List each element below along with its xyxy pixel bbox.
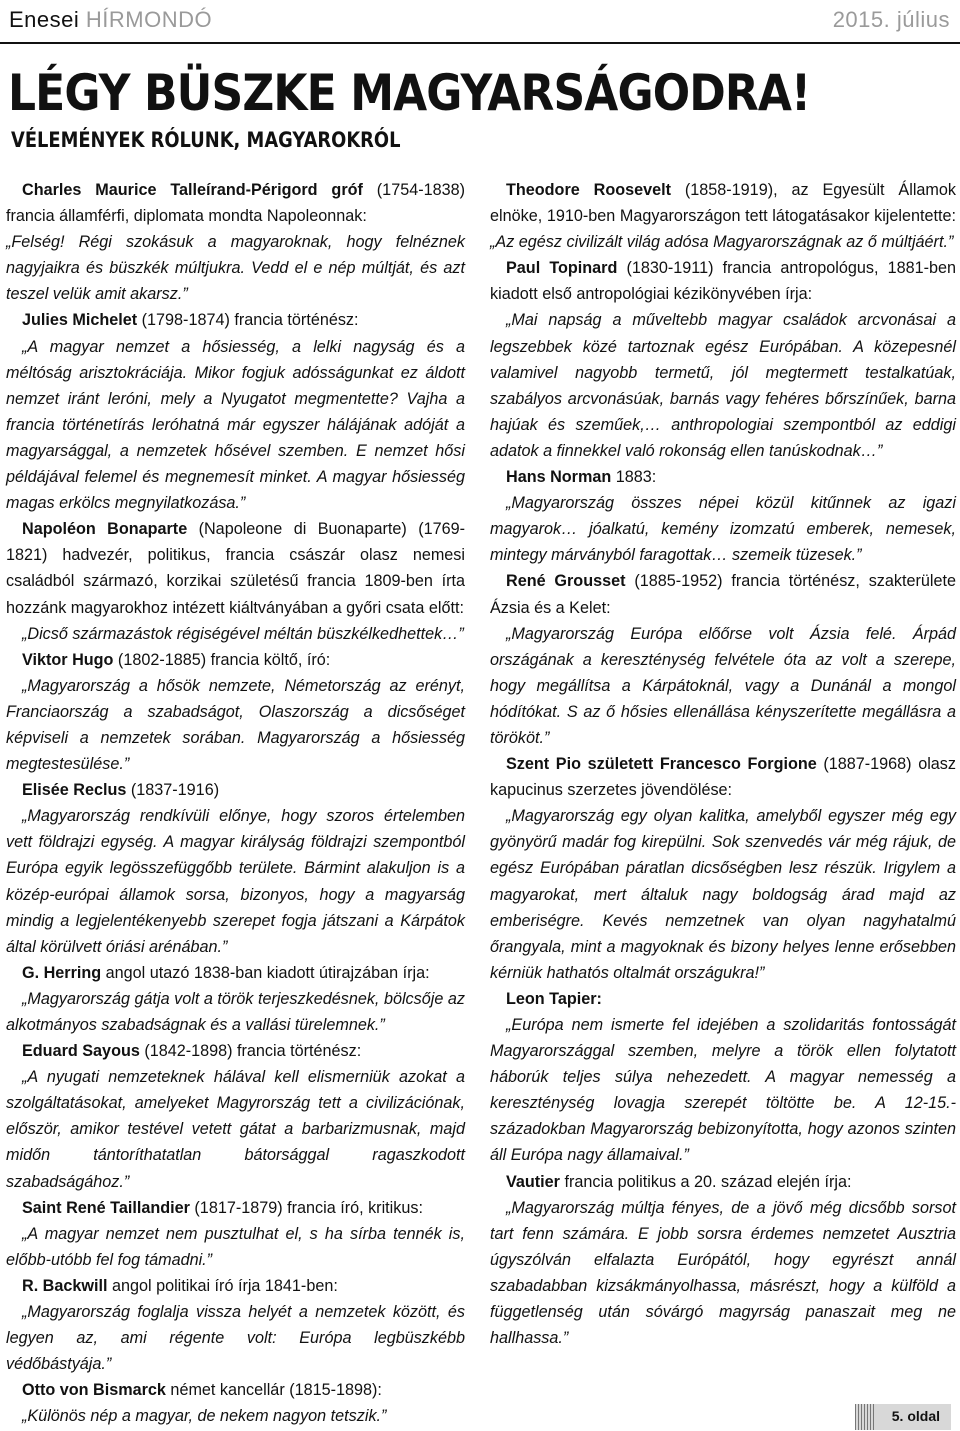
- header-divider: [0, 42, 960, 44]
- person-name: Viktor Hugo: [22, 650, 114, 669]
- quote-reclus: „Magyarország rendkívüli előnye, hogy szoros értelemben vett földrajzi egység. A magyar királyság földrajzi szempontból Európa egyik legösszefüggőbb területe. Bármint alakuljon is a közép-európai államok sorsa, bizonyos, hogy a magyarság mindig a legjelentékenyebb szerepet fogja játszani a Kárpátok által körülvett óriási arénában.”: [6, 807, 465, 956]
- entry-sayous: [6, 1038, 465, 1064]
- person-name: Leon Tapier:: [506, 989, 602, 1008]
- person-intro: (1817-1879) francia író, kritikus:: [189, 1198, 423, 1217]
- person-name: Vautier: [506, 1172, 560, 1191]
- entry-norman: [490, 464, 956, 490]
- person-name: Saint René Taillandier: [22, 1198, 190, 1217]
- quote-talleyrand: „Felség! Régi szokásuk a magyaroknak, hogy felnéznek nagyjaikra és büszkék múltjukra. Vedd el e nép múltját, és azt teszel velük amit akarsz.”: [6, 233, 465, 304]
- entry-backwill: [6, 1273, 465, 1299]
- quote-herring: „Magyarország gátja volt a török terjeszkedésnek, bölcsője az alkotmányos szabadságnak és a vallási türelemnek.”: [6, 989, 465, 1034]
- quote-hugo: „Magyarország a hősök nemzete, Németország az erényt, Franciaország a szabadságot, Olaszország a dicsőséget képviseli a nemzetek sorában. Magyarország a hősiesség megtestesülése.”: [6, 676, 465, 774]
- entry-taillandier: [6, 1195, 465, 1221]
- quote-backwill: „Magyarország foglalja vissza helyét a nemzetek között, és legyen az, ami régente volt: Európa legbüszkébb védőbástyája.”: [6, 1303, 465, 1374]
- quote-sayous: „A nyugati nemzeteknek hálával kell elismerniük azokat a szolgáltatásokat, amelyeket Magyrország tett a civilizációnak, először, amikor testével vetett gátat a barbarizmusnak, majd midőn tántoríthatatlan bátorsággal ragaszkodott szabadságához.”: [6, 1068, 465, 1191]
- quote-michelet: „A magyar nemzet a hősiesség, a lelki nagyság és a méltóság arisztokráciája. Mikor fogjuk adósságunkat ez áldott nemzet iránt leróni, mely a Nyugatot megmentette? Vajha a francia történetírás leróhatná már egyszer hálájának adóját a magyarsággal, a nemzetek hősével szemben. E nemzet hősi példájával felemel és megnemesít minket. A magyar hősiesség magas erkölcs megnyilatkozása.”: [6, 337, 465, 513]
- quote-vautier: „Magyarország múltja fényes, de a jövő még dicsőbb sorsot tart fenn számára. E jobb sorsra érdemes nemzetet Ausztria úgyszólván elfalazta Európától, hogy egyrészt annál szabadabban kizsákmányolhassa, másrészt, hogy a külföld a függetlenség után sóvárgó magyrság panaszait meg ne hallhassa.”: [490, 1198, 956, 1348]
- entry-bismarck: [6, 1377, 465, 1403]
- entry-roosevelt: [490, 177, 956, 255]
- person-name: Szent Pio született Francesco Forgione: [506, 755, 817, 774]
- entry-herring: [6, 960, 465, 986]
- person-intro: (1754-1838) francia államférfi, diplomata mondta Napoleonnak:: [6, 181, 465, 226]
- entry-pio: [490, 751, 956, 803]
- person-intro: (Napoleone di Buonaparte) (1769-1821) hadvezér, politikus, francia császár olasz nemesi családból származó, korzikai születésű francia 1809-ben írta hozzánk magyarokhoz intézett kiáltványában a győri csata előtt:: [6, 520, 465, 617]
- publication-brand: HÍRMONDÓ: [85, 7, 213, 32]
- person-intro: (1830-1911) francia antropológus, 1881-ben kiadott első antropológiai kézikönyvében írja:: [490, 259, 956, 304]
- quote-topinard: „Mai napság a műveltebb magyar családok arcvonásai a legszebbek közé tartoznak egész Európában. A közepesnél valamivel nagyobb termetű, jól megtermett testalkatúak, szabályos arcvonásúak, barnás vagy fehéres bőrszínűek, barna hajúak és szeműek,… anthropologiai szempontból az eddigi adatok a finnekkel való rokonság ellen tanúskodnak…”: [490, 311, 956, 460]
- page-number: 5. oldal: [891, 1408, 940, 1424]
- person-intro: angol utazó 1838-ban kiadott útirajzában írja:: [101, 963, 430, 982]
- publication-town: Enesei: [9, 7, 80, 32]
- quote-roosevelt: „Az egész civilizált világ adósa Magyarországnak az ő múltjáért.”: [490, 233, 954, 252]
- left-column: [6, 177, 465, 1430]
- article-subtitle: VÉLEMÉNYEK RÓLUNK, MAGYAROKRÓL: [11, 128, 401, 152]
- page-header: [0, 0, 960, 44]
- person-name: René Grousset: [506, 572, 626, 591]
- person-intro: (1858-1919), az Egyesült Államok elnöke, 1910-ben Magyarországon tett látogatásakor kijelentette:: [490, 181, 956, 226]
- person-intro: angol politikai író írja 1841-ben:: [107, 1276, 338, 1295]
- person-name: Hans Norman: [506, 468, 612, 487]
- person-intro: (1798-1874) francia történész:: [137, 311, 359, 330]
- right-column: [490, 177, 956, 1351]
- issue-date: 2015. július: [832, 7, 950, 32]
- entry-topinard: [490, 255, 956, 307]
- entry-grousset: [490, 568, 956, 620]
- person-intro: 1883:: [611, 468, 657, 487]
- person-name: Charles Maurice Talleírand-Périgord gróf: [22, 181, 363, 199]
- person-name: Elisée Reclus: [22, 781, 127, 800]
- person-intro: (1885-1952) francia történész, szakterülete Ázsia és a Kelet:: [490, 572, 956, 617]
- quote-tapier: „Európa nem ismerte fel idejében a szolidaritás fontosságát Magyarországgal szemben, melyre a török ellen folytatott háborúk teljes súlya nehezedett. A magyar nemesség a kereszténység lovagja szerepét töltötte be. A 12-15.- századokban Magyarország bebizonyította, hogy azonos szinten áll Európa nagy államaival.”: [490, 1016, 956, 1165]
- person-intro: (1837-1916): [126, 781, 220, 800]
- person-name: Napoléon Bonaparte: [22, 520, 188, 539]
- page-number-hatch: [855, 1404, 875, 1430]
- entry-vautier: [490, 1169, 956, 1195]
- person-intro: (1802-1885) francia költő, író:: [113, 650, 331, 669]
- article-title: LÉGY BÜSZKE MAGYARSÁGODRA!: [8, 64, 811, 122]
- quote-taillandier: „A magyar nemzet nem pusztulhat el, s ha sírba tennék is, előbb-utóbb fel fog támadni.”: [6, 1224, 465, 1269]
- person-name: Paul Topinard: [506, 259, 618, 278]
- person-intro: német kancellár (1815-1898):: [165, 1381, 382, 1400]
- person-name: R. Backwill: [22, 1276, 108, 1295]
- person-name: Theodore Roosevelt: [506, 181, 671, 199]
- quote-grousset: „Magyarország Európa előőrse volt Ázsia felé. Árpád országának a kereszténység felvétele óta az volt a szerepe, hogy megállítsa a Kárpátoknál, vagy a Dunánál a mongol hódítókat. S az ő hősies ellenállása kényszerítette megállásra a törököt.”: [490, 624, 956, 747]
- quote-napoleon: „Dicső származástok régiségével méltán büszkélkedhettek…”: [22, 624, 464, 643]
- entry-hugo: [6, 647, 465, 673]
- quote-bismarck: „Különös nép a magyar, de nekem nagyon tetszik.”: [22, 1407, 387, 1426]
- person-intro: (1842-1898) francia történész:: [139, 1042, 362, 1061]
- entry-reclus: [6, 777, 465, 803]
- person-name: Julies Michelet: [22, 311, 138, 330]
- person-intro: francia politikus a 20. század elején írja:: [559, 1172, 852, 1191]
- entry-tapier: [490, 986, 956, 1012]
- quote-norman: „Magyarország összes népei közül kitűnnek az igazi magyarok… jóalkatú, kemény izomzatú emberek, nemesek, mintegy márványból faragottak… szemeik tüzesek.”: [490, 494, 956, 565]
- quote-pio: „Magyarország egy olyan kalitka, amelyből egyszer még egy gyönyörű madár fog kirepülni. Sok szenvedés vár még rájuk, de egész Európában páratlan dicsőségben lesz részük. Irigylem a magyarokat, mert általuk nagy boldogság árad majd az emberiségre. Kevés nemzetnek van olyan nagyhatalmú őrangyala, mint a magyoknak és bizony helyes lenne erősebben kérniük hathatós oltalmát országukra!”: [490, 807, 956, 982]
- person-name: G. Herring: [22, 963, 102, 982]
- entry-michelet: [6, 307, 465, 333]
- publication-name: [9, 7, 212, 33]
- person-name: Otto von Bismarck: [22, 1381, 166, 1400]
- entry-napoleon: [6, 516, 465, 620]
- person-name: Eduard Sayous: [22, 1042, 140, 1061]
- person-intro: (1887-1968) olasz kapucinus szerzetes jövendölése:: [490, 755, 956, 800]
- entry-talleyrand: [6, 177, 465, 229]
